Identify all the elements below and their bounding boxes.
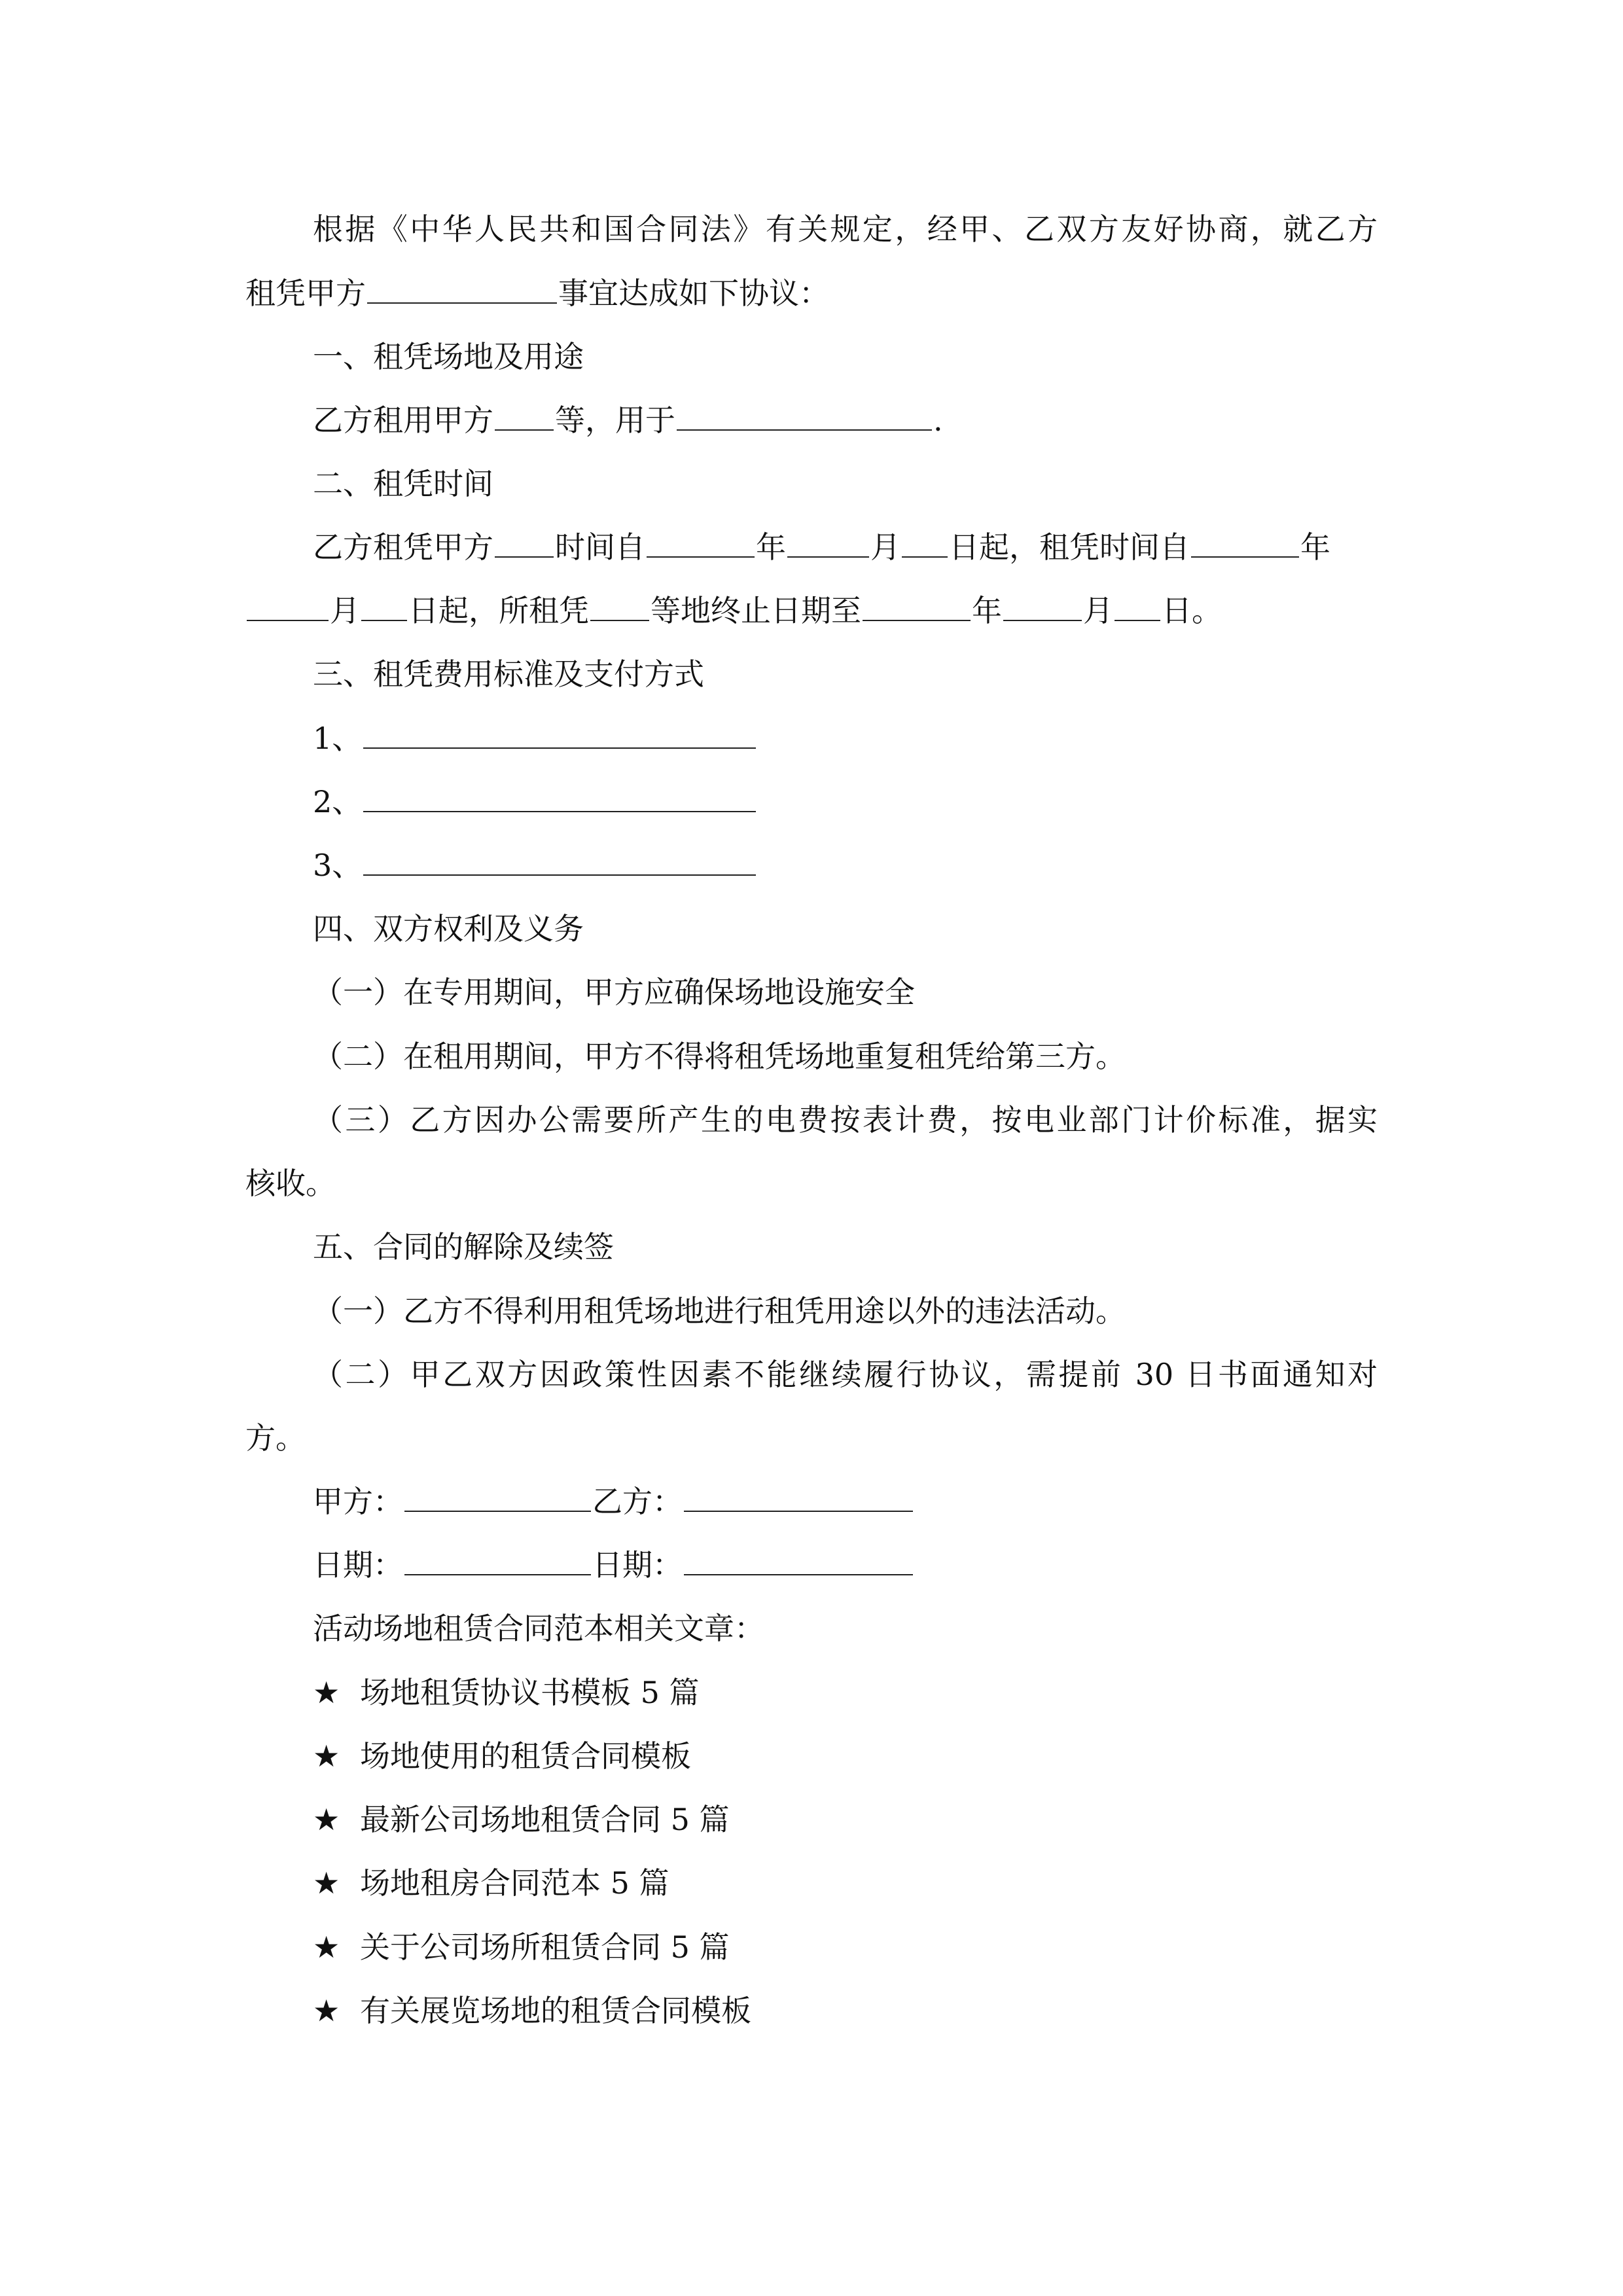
section-4-p3-line-1: （三）乙方因办公需要所产生的电费按表计费，按电业部门计价标准，据实 — [313, 1102, 1378, 1138]
start-month-blank[interactable] — [787, 528, 869, 558]
fee-item-2 — [313, 782, 1378, 821]
section-1-heading: 一、租凭场地及用途 — [313, 339, 584, 374]
section-2-text-k: 月 — [1083, 593, 1113, 628]
related-link[interactable] — [313, 1991, 1378, 2030]
related-link[interactable] — [313, 1928, 1378, 1967]
party-b-label: 乙方： — [592, 1484, 683, 1519]
period-day-blank[interactable] — [361, 591, 407, 621]
party-a-blank[interactable] — [404, 1482, 591, 1512]
start-year-blank[interactable] — [647, 528, 755, 558]
subject-blank[interactable] — [367, 274, 557, 304]
section-5-p1: （一）乙方不得利用租凭场地进行租凭用途以外的违法活动。 — [313, 1293, 1126, 1329]
related-link[interactable] — [313, 1800, 1378, 1839]
section-1-text-b: 等，用于 — [555, 403, 675, 438]
related-link[interactable] — [313, 1673, 1378, 1712]
section-2-text-e: 日起，租凭时间自 — [949, 529, 1190, 565]
intro-line-1: 根据《中华人民共和国合同法》有关规定，经甲、乙双方友好协商，就乙方 — [313, 211, 1378, 247]
section-2-text-i: 等地终止日期至 — [651, 593, 861, 628]
usage-blank[interactable] — [677, 401, 932, 431]
end-month-blank[interactable] — [1003, 591, 1082, 621]
section-1-text-c: . — [933, 403, 943, 438]
section-2-line-1 — [313, 528, 1381, 567]
start-day-blank[interactable] — [902, 528, 948, 558]
section-1-text — [313, 401, 1378, 440]
related-link-text[interactable]: 场地租房合同范本 5 篇 — [360, 1865, 669, 1901]
section-2-text-h: 日起，所租凭 — [408, 593, 589, 628]
party-b-blank[interactable] — [684, 1482, 913, 1512]
section-2-text-c: 年 — [756, 529, 786, 565]
section-5-heading: 五、合同的解除及续签 — [313, 1229, 614, 1265]
related-link[interactable] — [313, 1736, 1378, 1776]
date-b-label: 日期： — [592, 1547, 683, 1583]
period-month-blank[interactable] — [247, 591, 329, 621]
star-icon: ★ — [313, 1865, 340, 1901]
rent-item-blank[interactable] — [495, 528, 554, 558]
fee-item-3-number: 3、 — [313, 848, 363, 883]
venue-blank[interactable] — [495, 401, 554, 431]
section-4-p1: （一）在专用期间，甲方应确保场地设施安全 — [313, 975, 915, 1010]
fee-item-1 — [313, 719, 1378, 758]
party-a-label: 甲方： — [313, 1484, 403, 1519]
fee-item-1-number: 1、 — [313, 721, 363, 756]
section-2-text-g: 月 — [330, 593, 360, 628]
section-4-heading: 四、双方权利及义务 — [313, 911, 584, 946]
related-link-text[interactable]: 有关展览场地的租赁合同模板 — [360, 1993, 751, 2028]
section-4-p2: （二）在租用期间，甲方不得将租凭场地重复租凭给第三方。 — [313, 1039, 1126, 1074]
section-1-text-a: 乙方租用甲方 — [313, 403, 493, 438]
date-a-blank[interactable] — [404, 1545, 591, 1575]
period-year-blank[interactable] — [1191, 528, 1299, 558]
related-link[interactable] — [313, 1863, 1378, 1903]
section-2-text-b: 时间自 — [555, 529, 645, 565]
intro-line-2 — [245, 274, 1378, 313]
leased-item-blank[interactable] — [590, 591, 649, 621]
related-link-text[interactable]: 关于公司场所租赁合同 5 篇 — [360, 1929, 730, 1965]
section-2-text-l: 日。 — [1162, 593, 1222, 628]
section-2-line-2 — [245, 591, 1378, 630]
fee-item-3-blank[interactable] — [363, 846, 756, 876]
section-5-p2-line-2: 方。 — [245, 1420, 306, 1456]
fee-item-2-number: 2、 — [313, 784, 363, 819]
date-a-label: 日期： — [313, 1547, 403, 1583]
related-link-text[interactable]: 场地使用的租赁合同模板 — [360, 1738, 691, 1774]
section-2-heading: 二、租凭时间 — [313, 466, 493, 501]
star-icon: ★ — [313, 1993, 340, 2028]
date-row — [313, 1545, 1378, 1585]
related-heading: 活动场地租赁合同范本相关文章： — [313, 1611, 764, 1646]
star-icon: ★ — [313, 1675, 340, 1710]
section-2-text-a: 乙方租凭甲方 — [313, 529, 493, 565]
intro-text-post: 事宜达成如下协议： — [558, 276, 829, 311]
star-icon: ★ — [313, 1929, 340, 1965]
end-day-blank[interactable] — [1115, 591, 1160, 621]
fee-item-2-blank[interactable] — [363, 782, 756, 812]
section-3-heading: 三、租凭费用标准及支付方式 — [313, 656, 704, 692]
section-2-text-d: 月 — [870, 529, 901, 565]
date-b-blank[interactable] — [684, 1545, 913, 1575]
fee-item-1-blank[interactable] — [363, 719, 756, 749]
star-icon: ★ — [313, 1738, 340, 1774]
star-icon: ★ — [313, 1802, 340, 1837]
end-year-blank[interactable] — [863, 591, 971, 621]
related-link-text[interactable]: 场地租赁协议书模板 5 篇 — [360, 1675, 700, 1710]
section-2-text-f: 年 — [1300, 529, 1330, 565]
intro-text-pre: 租凭甲方 — [245, 276, 366, 311]
section-4-p3-line-2: 核收。 — [245, 1166, 336, 1201]
section-2-text-j: 年 — [972, 593, 1002, 628]
signature-row — [313, 1482, 1378, 1521]
related-link-text[interactable]: 最新公司场地租赁合同 5 篇 — [360, 1802, 730, 1837]
section-5-p2-line-1: （二）甲乙双方因政策性因素不能继续履行协议，需提前 30 日书面通知对 — [313, 1357, 1378, 1392]
fee-item-3 — [313, 846, 1378, 885]
